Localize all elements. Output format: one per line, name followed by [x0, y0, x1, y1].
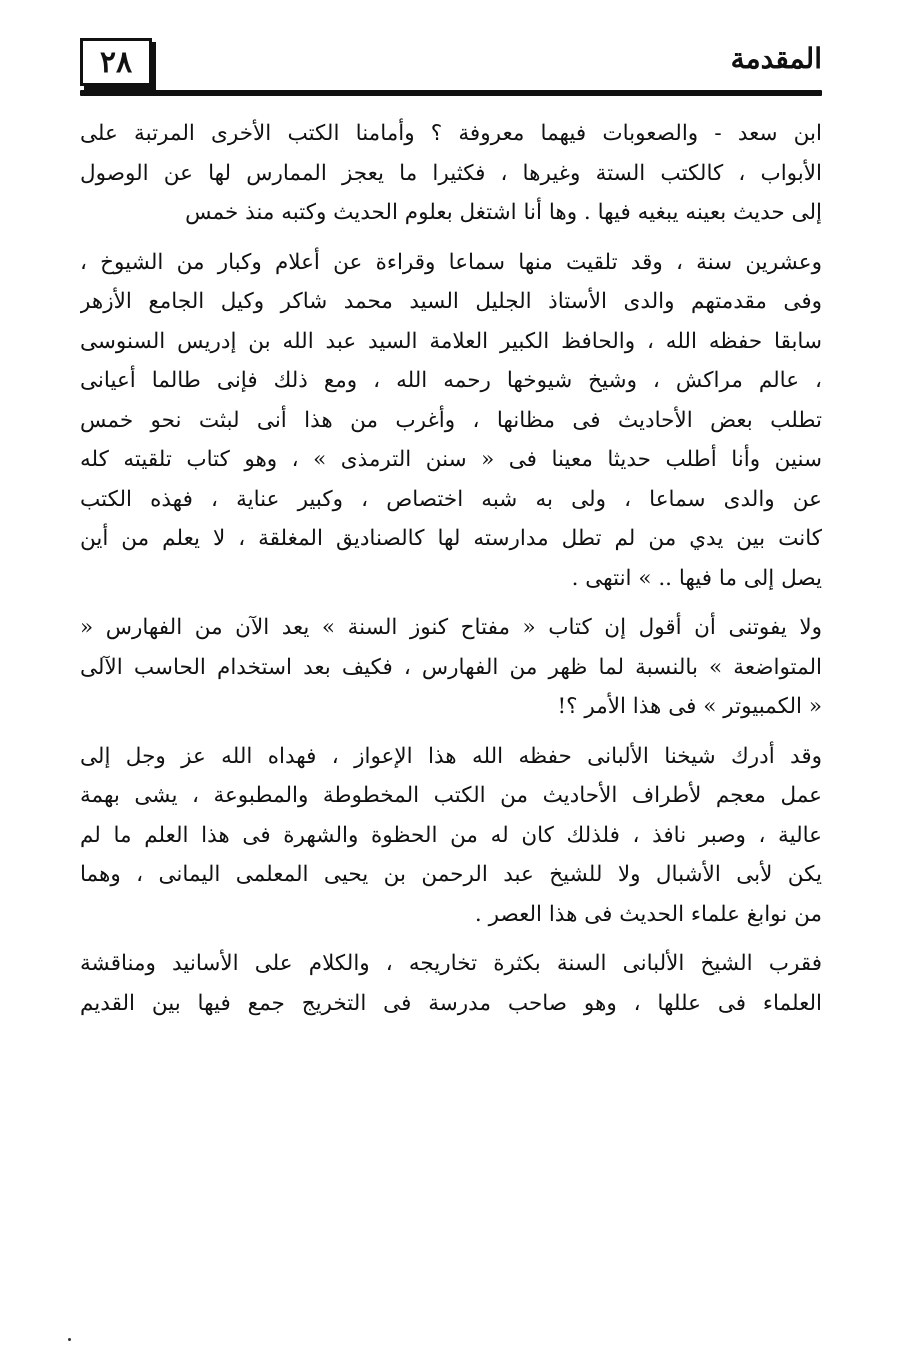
text-line: سنين وأنا أطلب حديثا معينا فى « سنن الترمذى » ، وهو كتاب تلقيته كله	[80, 447, 822, 472]
text-line: المتواضعة » بالنسبة لما ظهر من الفهارس ، فكيف بعد استخدام الحاسب الآلى	[80, 654, 822, 680]
paragraph	[80, 608, 822, 727]
text-line: العلماء فى عللها ، وهو صاحب مدرسة فى التخريج جمع فيها بين القديم	[80, 990, 822, 1016]
text-line: تطلب بعض الأحاديث فى مظانها ، وأغرب من هذا أنى لبثت نحو خمس	[80, 407, 822, 433]
text-line: وقد أدرك شيخنا الألبانى حفظه الله هذا الإعواز ، فهداه الله عز وجل إلى	[80, 743, 822, 769]
paragraph	[80, 243, 822, 599]
text-line: إلى حديث بعينه يبغيه فيها . وها أنا اشتغل بعلوم الحديث وكتبه منذ خمس	[185, 200, 822, 225]
text-line: ، عالم مراكش ، وشيخ شيوخها رحمه الله ، ومع ذلك فإنى طالما أعيانى	[80, 368, 822, 393]
page-number: ٢٨	[80, 38, 152, 86]
text-line: كانت بين يدي من لم تطل مدارسته لها كالصناديق المغلقة ، لا يعلم من أين	[80, 526, 822, 551]
text-line: يكن لأبى الأشبال ولا للشيخ عبد الرحمن بن يحيى المعلمى اليمانى ، وهما	[80, 862, 822, 887]
text-line: من نوابغ علماء الحديث فى هذا العصر .	[474, 901, 822, 927]
paragraph	[80, 737, 822, 935]
scan-speck	[68, 1338, 71, 1341]
text-line: الأبواب ، كالكتب الستة وغيرها ، فكثيرا ما يعجز الممارس لها عن الوصول	[80, 160, 822, 186]
text-line: ولا يفوتنى أن أقول إن كتاب « مفتاح كنوز السنة » يعد الآن من الفهارس «	[80, 615, 822, 640]
header-rule	[80, 90, 822, 96]
text-line: وفى مقدمتهم والدى الأستاذ الجليل السيد محمد شاكر وكيل الجامع الأزهر	[80, 289, 822, 314]
text-line: فقرب الشيخ الألبانى السنة بكثرة تخاريجه ، والكلام على الأسانيد ومناقشة	[80, 951, 822, 976]
text-line: عمل معجم لأطراف الأحاديث من الكتب المخطوطة والمطبوعة ، يشى بهمة	[80, 783, 822, 808]
body-text	[80, 114, 822, 1023]
paragraph	[80, 944, 822, 1023]
text-line: يصل إلى ما فيها .. » انتهى .	[571, 565, 822, 591]
page-header	[80, 38, 822, 98]
paragraph	[80, 114, 822, 233]
text-line: عن والدى سماعا ، ولى به شبه اختصاص ، وكبير عناية ، فهذه الكتب	[80, 486, 822, 512]
text-line: سابقا حفظه الله ، والحافظ الكبير العلامة السيد عبد الله بن إدريس السنوسى	[80, 328, 822, 354]
text-line: عالية ، وصبر نافذ ، فلذلك كان له من الحظوة والشهرة فى هذا العلم ما لم	[80, 822, 822, 848]
chapter-title: المقدمة	[730, 42, 822, 75]
text-line: وعشرين سنة ، وقد تلقيت منها سماعا وقراءة عن أعلام وكبار من الشيوخ ،	[80, 249, 822, 275]
text-line: « الكمبيوتر » فى هذا الأمر ؟!	[557, 694, 822, 719]
text-line: ابن سعد - والصعوبات فيهما معروفة ؟ وأمامنا الكتب الأخرى المرتبة على	[80, 121, 822, 146]
